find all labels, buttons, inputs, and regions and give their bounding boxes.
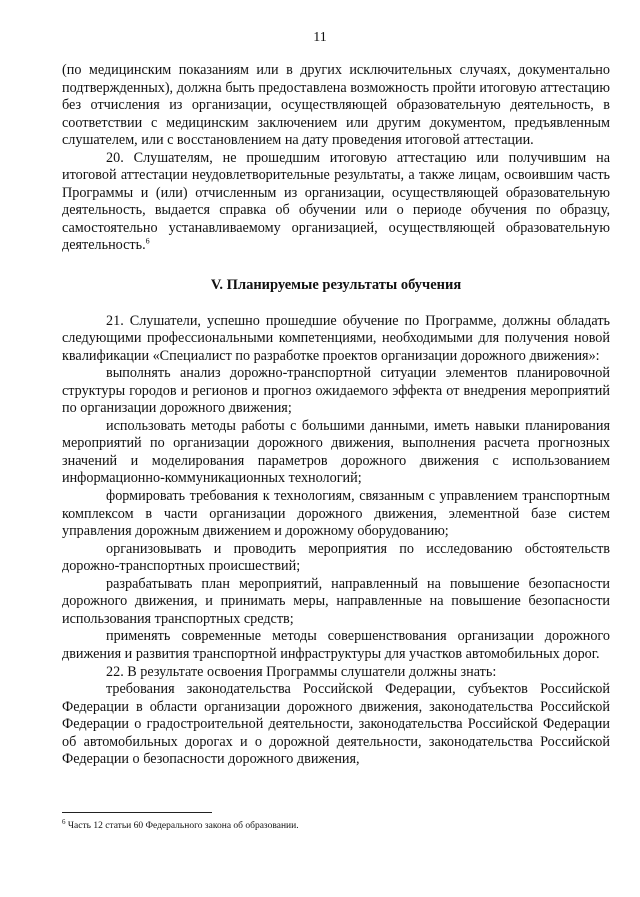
footnote-marker: 6 <box>62 817 66 826</box>
paragraph-20-text: 20. Слушателям, не прошедшим итоговую аттестацию или получившим на итоговой аттестации неудовлетворительные результаты, а также лицам, освоившим часть Программы и (или) отчисленным из организации, осуществляющей образовательную деятельность, выдается справка об обучении или о периоде обучения по образцу, самостоятельно устанавливаемому организацией, осуществляющей образовательную деятельность. <box>62 149 610 254</box>
paragraph-20 <box>62 150 610 255</box>
footnote <box>62 817 610 832</box>
knowledge-item: требования законодательства Российской Федерации, субъектов Российской Федерации в области организации дорожного движения, законодательства Российской Федерации о градостроительной деятельности, законодательства Российской Федерации об автомобильных дорогах и о дорожной деятельности, законодательства Российской Федерации о безопасности дорожного движения, <box>62 681 610 768</box>
competency-item: применять современные методы совершенствования организации дорожного движения и развития транспортной инфраструктуры для участков автомобильных дорог. <box>62 628 610 662</box>
footnote-divider <box>62 812 212 813</box>
footnote-reference[interactable]: 6 <box>145 236 150 246</box>
paragraph-22: 22. В результате освоения Программы слушатели должны знать: <box>106 663 497 680</box>
competency-item: использовать методы работы с большими данными, иметь навыки планирования мероприятий по организации дорожного движения, выполнения расчета прогнозных значений и моделирования параметров дорожного движения с использованием информационно-коммуникационных технологий; <box>62 417 610 487</box>
document-body <box>62 62 610 769</box>
competency-item: формировать требования к технологиям, связанным с управлением транспортным комплексом в части организации дорожного движения, элементной базе систем управления дорожным движением и дорожному оборудованию; <box>62 488 610 540</box>
competency-item: выполнять анализ дорожно-транспортной ситуации элементов планировочной структуры городов и регионов и прогноз ожидаемого эффекта от внедрения мероприятий по организации дорожного движения; <box>62 365 610 417</box>
page-number: 11 <box>313 30 327 45</box>
footnote-text: Часть 12 статьи 60 Федерального закона об образовании. <box>67 821 299 831</box>
competency-item: разрабатывать план мероприятий, направленный на повышение безопасности дорожного движения, и принимать меры, направленные на повышение безопасности использования транспортных средств; <box>62 575 610 627</box>
paragraph-21: 21. Слушатели, успешно прошедшие обучение по Программе, должны обладать следующими профессиональными компетенциями, необходимыми для получения новой квалификации «Специалист по разработке проектов организации дорожного движения»: <box>62 312 610 364</box>
section-heading: V. Планируемые результаты обучения <box>210 277 462 294</box>
competency-item: организовывать и проводить мероприятия по исследованию обстоятельств дорожно-транспортных происшествий; <box>62 540 610 575</box>
paragraph-continuation: (по медицинским показаниям или в других исключительных случаях, документально подтвержденных), должна быть предоставлена возможность пройти итоговую аттестацию без отчисления из организации, осуществляющей образовательную деятельность, в соответствии с медицинским заключением или другим документом, предъявленным слушателем, или с восстановлением на дату проведения итоговой аттестации. <box>62 62 610 149</box>
